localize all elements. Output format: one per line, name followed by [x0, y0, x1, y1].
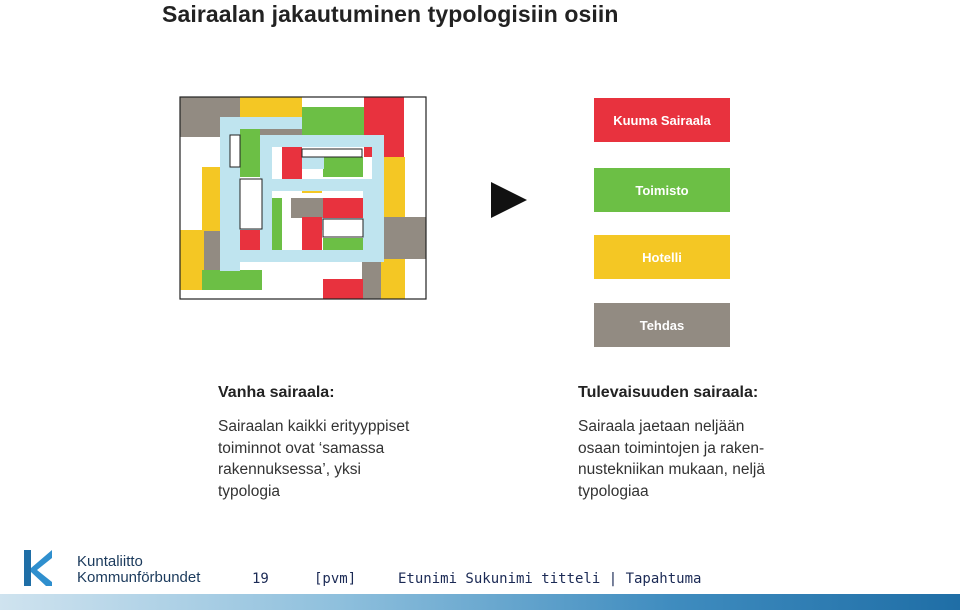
block-red	[323, 279, 363, 299]
block-red	[323, 198, 363, 218]
kuntaliitto-logo	[22, 548, 201, 588]
block-grey	[381, 217, 426, 259]
page-number: 19	[252, 571, 269, 587]
future-hospital-line: typologiaa	[578, 482, 649, 500]
old-hospital-description	[218, 416, 409, 502]
logo-line-1: Kuntaliitto	[77, 553, 143, 570]
future-hospital-heading: Tulevaisuuden sairaala:	[578, 384, 759, 401]
logo-line-2: Kommunförbundet	[77, 569, 201, 586]
block-yellow	[381, 259, 405, 299]
old-hospital-heading: Vanha sairaala:	[218, 384, 335, 401]
slide-title: Sairaalan jakautuminen typologisiin osiin	[162, 1, 619, 27]
future-hospital-line: Sairaala jaetaan neljään	[578, 418, 745, 435]
block-green	[323, 157, 363, 177]
old-hospital-line: typologia	[218, 482, 281, 500]
block-yellow	[180, 230, 204, 290]
legend-kuuma-sairaala: Kuuma Sairaala	[594, 98, 730, 142]
floor-plan-diagram	[178, 95, 428, 303]
future-hospital-line: nustekniikan mukaan, neljä	[578, 461, 765, 478]
block-grey	[362, 259, 382, 299]
date-placeholder: [pvm]	[314, 571, 357, 587]
legend-toimisto: Toimisto	[594, 168, 730, 212]
future-hospital-line: osaan toimintojen ja raken-	[578, 439, 765, 457]
legend-tehdas: Tehdas	[594, 303, 730, 347]
kuntaliitto-logo-icon	[22, 548, 56, 588]
block-yellow	[381, 157, 405, 217]
block-grey	[291, 198, 323, 218]
future-hospital-description	[578, 416, 765, 502]
legend-hotelli: Hotelli	[594, 235, 730, 279]
old-hospital-line: toiminnot ovat ‘samassa	[218, 439, 385, 457]
block-grey	[202, 230, 222, 270]
block-green	[202, 270, 262, 290]
floorplan-blocks	[180, 97, 426, 299]
footer-bar	[0, 594, 960, 610]
old-hospital-line: rakennuksessa’, yksi	[218, 461, 362, 478]
arrow-right-icon	[489, 180, 529, 220]
block-yellow	[240, 97, 302, 117]
presenter-info: Etunimi Sukunimi titteli | Tapahtuma	[398, 571, 702, 587]
old-hospital-line: Sairaalan kaikki erityyppiset	[218, 418, 410, 435]
block-green	[302, 107, 364, 137]
